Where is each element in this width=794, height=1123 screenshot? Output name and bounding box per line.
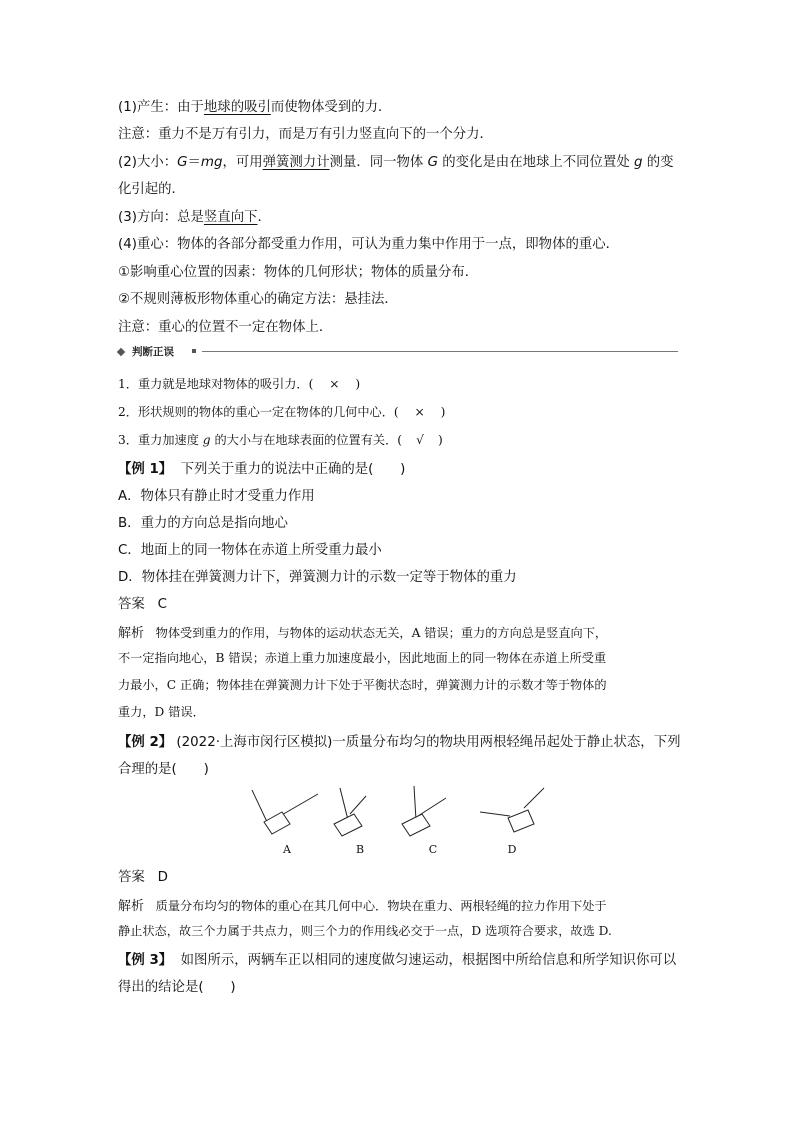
note-text: (1)产生：由于 bbox=[118, 100, 204, 115]
example-2-answer bbox=[118, 866, 683, 885]
judge-mark: √ bbox=[416, 433, 424, 447]
note-text: ＝ bbox=[187, 155, 201, 170]
option-d: D．物体挂在弹簧测力计下，弹簧测力计的示数一定等于物体的重力 bbox=[118, 570, 517, 585]
judge-item-2 bbox=[118, 403, 683, 420]
note-center-of-gravity: (4)重心：物体的各部分都受重力作用，可认为重力集中作用于一点，即物体的重心． bbox=[118, 237, 620, 252]
question-text: 如图所示，两辆车正以相同的速度做匀速运动，根据图中所给信息和所学知识你可以 bbox=[180, 953, 677, 968]
example-1-analysis-line-3: 力最小，C 正确；物体挂在弹簧测力计下处于平衡状态时，弹簧测力计的示数才等于物体的 bbox=[118, 678, 607, 692]
figure-option-b bbox=[334, 788, 366, 836]
underlined-term: 地球的吸引 bbox=[203, 100, 271, 115]
option-c: C．地面上的同一物体在赤道上所受重力最小 bbox=[118, 543, 382, 558]
example-2-analysis-line-1 bbox=[118, 895, 683, 914]
note-cog-factors: ①影响重心位置的因素：物体的几何形状；物体的质量分布． bbox=[118, 265, 479, 280]
judge-text: ) bbox=[440, 405, 446, 419]
square-bullet-icon bbox=[192, 349, 196, 353]
example-1-analysis-line-1 bbox=[118, 622, 683, 641]
math-var: mg bbox=[200, 155, 223, 170]
figure-label-b: B bbox=[355, 843, 365, 856]
note-production bbox=[118, 96, 683, 115]
example-3-question-line-2: 得出的结论是( ) bbox=[118, 980, 236, 995]
judge-mark: × bbox=[414, 405, 425, 419]
figure-label-c: C bbox=[428, 843, 438, 856]
example-label: 【例 2】 bbox=[118, 735, 173, 750]
option-b: B．重力的方向总是指向地心 bbox=[118, 516, 288, 531]
answer-value: D bbox=[157, 870, 168, 885]
judge-item-3 bbox=[118, 431, 683, 448]
example-2-question-line-2: 合理的是( ) bbox=[118, 762, 209, 777]
example-1-question bbox=[118, 458, 683, 477]
note-text: 的变化是由在地球上不同位置处 bbox=[437, 155, 634, 170]
math-var: g bbox=[633, 155, 643, 170]
example-1-analysis-line-2: 不一定指向地心，B 错误；赤道上重力加速度最小，因此地面上的同一物体在赤道上所受重 bbox=[118, 651, 607, 665]
diamond-icon bbox=[117, 348, 125, 356]
example-label: 【例 3】 bbox=[118, 953, 173, 968]
note-text: (2)大小： bbox=[118, 155, 178, 170]
analysis-label: 解析 bbox=[118, 626, 145, 641]
analysis-label: 解析 bbox=[118, 899, 145, 914]
example-3-question-line-1 bbox=[118, 949, 683, 968]
math-var: G bbox=[427, 155, 438, 170]
example-2-analysis-line-2: 静止状态，故三个力属于共点力，则三个力的作用线必交于一点，D 选项符合要求，故选 D. bbox=[118, 924, 612, 938]
underlined-term: 竖直向下 bbox=[203, 210, 258, 225]
note-cog-method: ②不规则薄板形物体重心的确定方法：悬挂法． bbox=[118, 292, 398, 307]
example-label: 【例 1】 bbox=[118, 462, 173, 477]
section-rule bbox=[202, 351, 678, 352]
figure-label-a: A bbox=[283, 843, 291, 856]
note-text: (3)方向：总是 bbox=[118, 210, 204, 225]
judge-text: 的大小与在地球表面的位置有关．( bbox=[210, 433, 403, 447]
figure-option-a bbox=[252, 790, 318, 834]
answer-label: 答案 bbox=[118, 597, 145, 612]
note-attention-1: 注意：重力不是万有引力，而是万有引力竖直向下的一个分力． bbox=[118, 127, 493, 142]
note-text: 的变 bbox=[642, 155, 674, 170]
math-var: G bbox=[177, 155, 188, 170]
question-text: 下列关于重力的说法中正确的是( ) bbox=[180, 462, 406, 477]
figure-option-d bbox=[480, 788, 544, 832]
figure-option-c bbox=[402, 786, 446, 836]
judge-mark: × bbox=[329, 377, 340, 391]
example-1-answer bbox=[118, 593, 683, 612]
note-attention-2: 注意：重心的位置不一定在物体上． bbox=[118, 320, 333, 335]
question-text: (2022·上海市闵行区模拟)一质量分布均匀的物块用两根轻绳吊起处于静止状态，下列 bbox=[176, 735, 681, 750]
example-2-question-line-1 bbox=[118, 731, 683, 750]
analysis-text: 质量分布均匀的物体的重心在其几何中心．物块在重力、两根轻绳的拉力作用下处于 bbox=[155, 899, 607, 913]
math-var: g bbox=[202, 433, 211, 447]
analysis-text: 物体受到重力的作用，与物体的运动状态无关，A 错误；重力的方向总是竖直向下， bbox=[155, 626, 608, 640]
note-magnitude bbox=[118, 151, 683, 170]
judge-text: ) bbox=[355, 377, 361, 391]
note-direction bbox=[118, 206, 683, 225]
section-title: 判断正误 bbox=[132, 346, 174, 358]
underlined-term: 弹簧测力计 bbox=[262, 155, 330, 170]
answer-value: C bbox=[157, 597, 167, 612]
judge-text: 3．重力加速度 bbox=[118, 433, 203, 447]
note-text: 测量．同一物体 bbox=[329, 155, 428, 170]
note-text: ． bbox=[257, 210, 271, 225]
hanging-block-figure bbox=[240, 782, 560, 862]
option-a: A．物体只有静止时才受重力作用 bbox=[118, 489, 315, 504]
judge-text: ) bbox=[438, 433, 443, 447]
note-text: 而使物体受到的力． bbox=[270, 100, 392, 115]
answer-label: 答案 bbox=[118, 870, 145, 885]
judge-text: 2．形状规则的物体的重心一定在物体的几何中心．( bbox=[118, 405, 399, 419]
figure-label-d: D bbox=[507, 843, 517, 856]
section-header-judge bbox=[118, 345, 678, 359]
judge-text: 1．重力就是地球对物体的吸引力．( bbox=[118, 377, 314, 391]
example-1-analysis-line-4: 重力，D 错误． bbox=[118, 705, 205, 719]
note-text: ，可用 bbox=[222, 155, 263, 170]
judge-item-1 bbox=[118, 375, 683, 392]
note-magnitude-cont: 化引起的． bbox=[118, 182, 185, 197]
